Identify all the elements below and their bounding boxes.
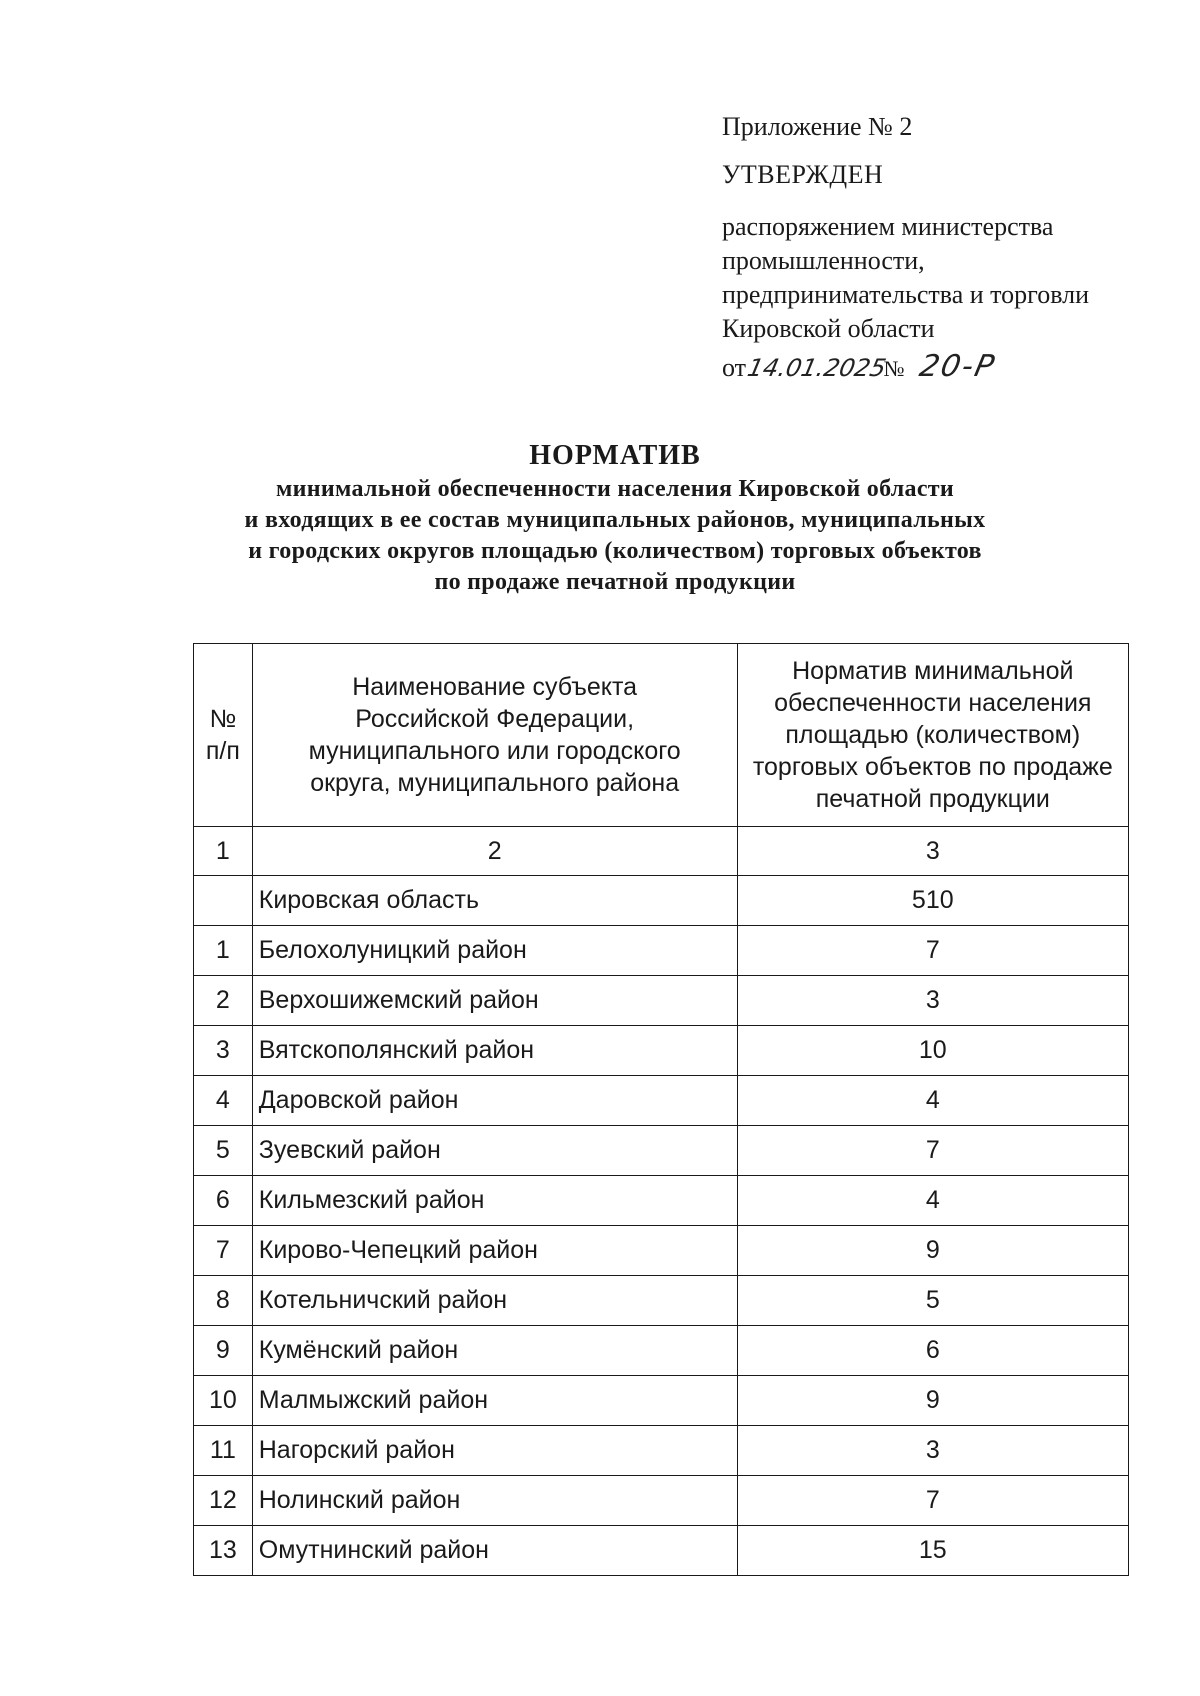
header-num [194, 644, 253, 827]
row-name: Малмыжский район [252, 1376, 737, 1426]
handwritten-number: 20-Р [916, 349, 1000, 384]
row-number: 11 [194, 1426, 253, 1476]
number-sign: № [883, 356, 905, 381]
row-number: 2 [194, 976, 253, 1026]
row-number: 1 [194, 926, 253, 976]
column-index: 2 [252, 827, 737, 876]
row-value: 3 [737, 1426, 1128, 1476]
row-value: 7 [737, 926, 1128, 976]
table-header-row [194, 644, 1129, 827]
from-label: от [722, 353, 747, 382]
header-line: № [209, 705, 237, 733]
table-row [194, 1376, 1129, 1426]
row-name: Котельничский район [252, 1276, 737, 1326]
table-row [194, 1426, 1129, 1476]
column-index: 3 [737, 827, 1128, 876]
approved-label: УТВЕРЖДЕН [722, 160, 884, 189]
row-name: Нолинский район [252, 1476, 737, 1526]
row-value: 7 [737, 1126, 1128, 1176]
row-value: 15 [737, 1526, 1128, 1576]
row-name: Верхошижемский район [252, 976, 737, 1026]
table-row [194, 1076, 1129, 1126]
table-row [194, 1226, 1129, 1276]
header-line: площадью (количеством) [785, 721, 1081, 749]
table-row [194, 1276, 1129, 1326]
header-line: Российской Федерации, [355, 705, 635, 733]
approval-date-number [722, 350, 1142, 386]
row-value: 10 [737, 1026, 1128, 1076]
header-line: муниципального или городского [308, 737, 681, 765]
header-value [737, 644, 1128, 827]
row-value: 3 [737, 976, 1128, 1026]
title-line: по продаже печатной продукции [434, 569, 796, 595]
table-row [194, 1476, 1129, 1526]
row-value: 6 [737, 1326, 1128, 1376]
header-line: обеспеченности населения [774, 689, 1092, 717]
row-number [194, 876, 253, 926]
header-line: печатной продукции [815, 785, 1050, 813]
row-name: Зуевский район [252, 1126, 737, 1176]
approval-line: промышленности, [722, 246, 925, 275]
header-line: Норматив минимальной [792, 657, 1074, 685]
column-index: 1 [194, 827, 253, 876]
row-name: Омутнинский район [252, 1526, 737, 1576]
table-row [194, 1026, 1129, 1076]
row-value: 4 [737, 1076, 1128, 1126]
header-line: Наименование субъекта [352, 673, 638, 701]
row-name: Кильмезский район [252, 1176, 737, 1226]
header-line: округа, муниципального района [310, 769, 680, 797]
row-value: 5 [737, 1276, 1128, 1326]
norm-table [193, 643, 1129, 1576]
table-row [194, 976, 1129, 1026]
row-number: 9 [194, 1326, 253, 1376]
header-line: п/п [205, 737, 240, 765]
row-value: 9 [737, 1226, 1128, 1276]
approval-line: распоряжением министерства [722, 212, 1054, 241]
column-index-row [194, 827, 1129, 876]
approval-line: предпринимательства и торговли [722, 280, 1090, 309]
row-number: 5 [194, 1126, 253, 1176]
row-number: 7 [194, 1226, 253, 1276]
row-number: 10 [194, 1376, 253, 1426]
table-row [194, 876, 1129, 926]
row-value: 7 [737, 1476, 1128, 1526]
title-main: НОРМАТИВ [529, 440, 701, 471]
row-name: Белохолуницкий район [252, 926, 737, 976]
row-name: Кирово-Чепецкий район [252, 1226, 737, 1276]
table-row [194, 1326, 1129, 1376]
row-name: Кумёнский район [252, 1326, 737, 1376]
table-row [194, 1176, 1129, 1226]
row-name: Вятскополянский район [252, 1026, 737, 1076]
row-number: 8 [194, 1276, 253, 1326]
title-line: и входящих в ее состав муниципальных районов, муниципальных [244, 507, 986, 533]
row-value: 4 [737, 1176, 1128, 1226]
table-row [194, 926, 1129, 976]
row-number: 6 [194, 1176, 253, 1226]
row-name: Даровской район [252, 1076, 737, 1126]
row-number: 13 [194, 1526, 253, 1576]
table-row [194, 1526, 1129, 1576]
row-number: 12 [194, 1476, 253, 1526]
approval-line: Кировской области [722, 314, 935, 343]
header-name [252, 644, 737, 827]
title-line: минимальной обеспеченности населения Кировской области [275, 476, 955, 502]
row-name: Нагорский район [252, 1426, 737, 1476]
header-line: торговых объектов по продаже [752, 753, 1113, 781]
row-value: 9 [737, 1376, 1128, 1426]
approval-block [722, 110, 1142, 386]
row-name: Кировская область [252, 876, 737, 926]
title-line: и городских округов площадью (количеством) торговых объектов [248, 538, 982, 564]
row-value: 510 [737, 876, 1128, 926]
row-number: 4 [194, 1076, 253, 1126]
row-number: 3 [194, 1026, 253, 1076]
table-row [194, 1126, 1129, 1176]
appendix-label: Приложение № 2 [722, 112, 913, 141]
document-title [150, 438, 1080, 598]
handwritten-date: 14.01.2025 [745, 354, 889, 382]
